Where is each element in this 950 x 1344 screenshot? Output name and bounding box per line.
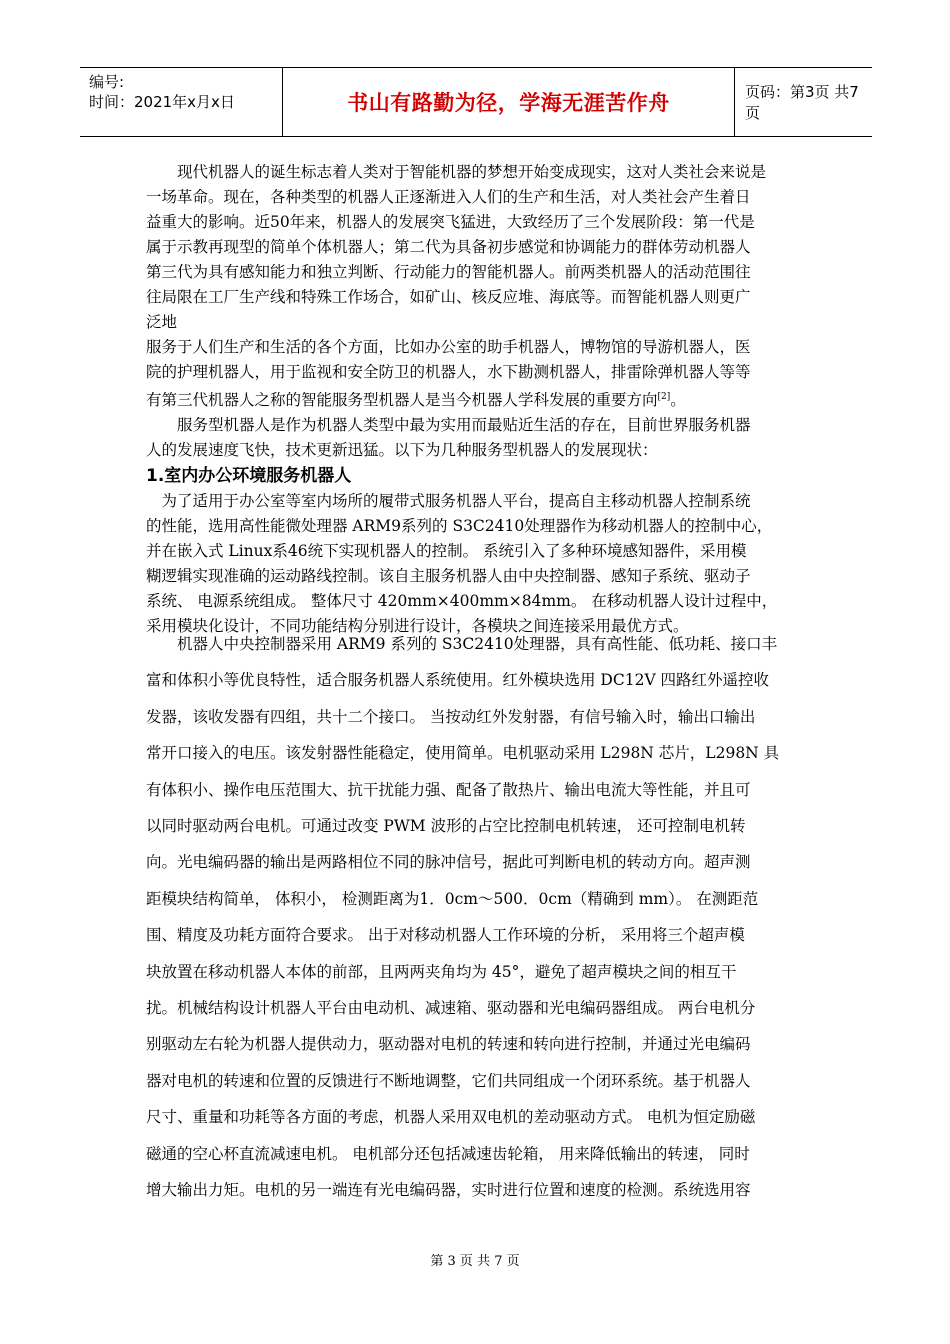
code-label: 编号: bbox=[89, 73, 125, 91]
time-label: 时间：2021年x月x日 bbox=[89, 93, 235, 111]
text-line: 泛地 bbox=[146, 313, 178, 331]
text-line: 磁通的空心杯直流减速电机。 电机部分还包括减速齿轮箱， 用来降低输出的转速， 同时 bbox=[146, 1144, 750, 1163]
intro-paragraph-1 bbox=[146, 160, 814, 413]
text-line: 现代机器人的诞生标志着人类对于智能机器的梦想开始变成现实，这对人类社会来说是 bbox=[177, 163, 767, 181]
text-line: 服务于人们生产和生活的各个方面，比如办公室的助手机器人，博物馆的导游机器人，医 bbox=[146, 338, 751, 356]
text-line: 机器人中央控制器采用 ARM9 系列的 S3C2410处理器，具有高性能、低功耗、接口丰 bbox=[177, 635, 778, 653]
header-motto-cell bbox=[283, 68, 735, 136]
section1-paragraph-1 bbox=[146, 489, 814, 639]
text-line: 别驱动左右轮为机器人提供动力，驱动器对电机的转速和转向进行控制，并通过光电编码 bbox=[146, 1035, 751, 1054]
text-line: 发器，该收发器有四组，共十二个接口。 当按动红外发射器，有信号输入时，输出口输出 bbox=[146, 707, 756, 726]
text-line: 为了适用于办公室等室内场所的履带式服务机器人平台，提高自主移动机器人控制系统 bbox=[161, 492, 751, 511]
text-line: 以同时驱动两台电机。可通过改变 PWM 波形的占空比控制电机转速， 还可控制电机转 bbox=[146, 817, 746, 836]
text-line: 增大输出力矩。电机的另一端连有光电编码器，实时进行位置和速度的检测。系统选用容 bbox=[146, 1181, 751, 1200]
motto: 书山有路勤为径，学海无涯苦作舟 bbox=[347, 91, 670, 115]
text-line: 距模块结构简单， 体积小， 检测距离为1．0cm～500．0cm（精确到 mm）。 在测距范 bbox=[146, 889, 759, 908]
section1-paragraph-2 bbox=[146, 626, 814, 1209]
text-line: 扰。机械结构设计机器人平台由电动机、减速箱、驱动器和光电编码器组成。 两台电机分 bbox=[146, 999, 756, 1018]
header-info-cell bbox=[80, 68, 283, 136]
text-line: 常开口接入的电压。该发射器性能稳定，使用简单。电机驱动采用 L298N 芯片，L298N 具 bbox=[146, 744, 780, 763]
footer-page-number: 第 3 页 共 7 页 bbox=[430, 1254, 520, 1269]
text-line: 的性能，选用高性能微处理器 ARM9系列的 S3C2410处理器作为移动机器人的控制中心， bbox=[146, 517, 773, 536]
text-line: 属于示教再现型的简单个体机器人；第二代为具备初步感觉和协调能力的群体劳动机器人 bbox=[146, 238, 751, 256]
text-line: 块放置在移动机器人本体的前部，且两两夹角均为 45°，避免了超声模块之间的相互干 bbox=[146, 962, 737, 981]
text-span: 有第三代机器人之称的智能服务型机器人是当今机器人学科发展的重要方向 bbox=[146, 391, 658, 410]
text-line: 糊逻辑实现准确的运动路线控制。该自主服务机器人由中央控制器、感知子系统、驱动子 bbox=[146, 567, 751, 586]
page-label: 页码：第3页 共7页 bbox=[745, 83, 859, 122]
text-line: 围、精度及功耗方面符合要求。 出于对移动机器人工作环境的分析， 采用将三个超声模 bbox=[146, 926, 745, 945]
text-line: 服务型机器人是作为机器人类型中最为实用而最贴近生活的存在，目前世界服务机器 bbox=[177, 416, 751, 435]
header-table bbox=[80, 67, 872, 137]
text-line: 尺寸、重量和功耗等各方面的考虑，机器人采用双电机的差动驱动方式。 电机为恒定励磁 bbox=[146, 1108, 756, 1127]
citation: [2] bbox=[657, 392, 671, 402]
text-line: 有体积小、操作电压范围大、抗干扰能力强、配备了散热片、输出电流大等性能，并且可 bbox=[146, 780, 751, 799]
period: 。 bbox=[670, 391, 686, 410]
text-line: 益重大的影响。近50年来，机器人的发展突飞猛进，大致经历了三个发展阶段：第一代是 bbox=[146, 213, 755, 231]
text-line: 系统、 电源系统组成。 整体尺寸 420mm×400mm×84mm。 在移动机器人设计过程中， bbox=[146, 592, 778, 611]
text-line: 往局限在工厂生产线和特殊工作场合，如矿山、核反应堆、海底等。而智能机器人则更广 bbox=[146, 288, 751, 306]
text-line: 人的发展速度飞快，技术更新迅猛。以下为几种服务型机器人的发展现状： bbox=[146, 441, 658, 460]
text-line: 第三代为具有感知能力和独立判断、行动能力的智能机器人。前两类机器人的活动范围往 bbox=[146, 263, 751, 281]
header-page-cell bbox=[735, 68, 872, 136]
text-line: 富和体积小等优良特性，适合服务机器人系统使用。红外模块选用 DC12V 四路红外遥控收 bbox=[146, 671, 770, 690]
text-line: 向。光电编码器的输出是两路相位不同的脉冲信号，据此可判断电机的转动方向。超声测 bbox=[146, 853, 751, 872]
text-line bbox=[146, 385, 814, 413]
intro-section bbox=[146, 160, 814, 639]
page-footer bbox=[0, 1250, 950, 1269]
text-line: 采用模块化设计，不同功能结构分别进行设计，各模块之间连接采用最优方式。 bbox=[146, 617, 689, 636]
intro-paragraph-2 bbox=[146, 413, 814, 463]
text-line: 院的护理机器人，用于监视和安全防卫的机器人，水下勘测机器人，排雷除弹机器人等等 bbox=[146, 363, 751, 381]
text-line: 并在嵌入式 Linux系46统下实现机器人的控制。 系统引入了多种环境感知器件，采用模 bbox=[146, 542, 747, 561]
text-line: 一场革命。现在，各种类型的机器人正逐渐进入人们的生产和生活，对人类社会产生着日 bbox=[146, 188, 751, 206]
text-line: 器对电机的转速和位置的反馈进行不断地调整，它们共同组成一个闭环系统。基于机器人 bbox=[146, 1071, 751, 1090]
section-heading: 1.室内办公环境服务机器人 bbox=[146, 466, 352, 487]
